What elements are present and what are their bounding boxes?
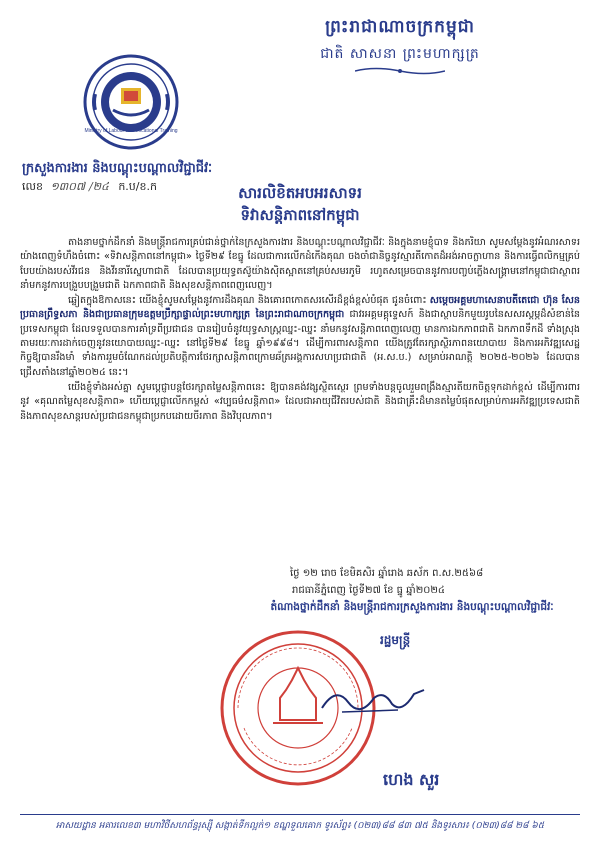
footer-divider: [20, 814, 580, 815]
ref-code: ក.ប/ខ.ក: [118, 180, 157, 193]
letter-body: [20, 236, 580, 425]
letter-type-title: សារលិខិតអបអរសាទរ: [238, 184, 362, 202]
ministry-name: ក្រសួងការងារ និងបណ្តុះបណ្តាលវិជ្ជាជីវៈ: [22, 161, 213, 176]
ref-label: លេខ: [22, 180, 43, 193]
body-paragraph-2-text: ឆ្លៀតក្នុងឱកាសនេះ យើងខ្ញុំសូមសម្តែងនូវការដឹងគុណ និងគោរពកោតសរសើរដ៏ខ្ពង់ខ្ពស់បំផុត ជូនចំពោះ: [68, 295, 427, 307]
ref-suffix: /២៤: [89, 180, 109, 193]
solar-date: រាជធានីភ្នំពេញ ថ្ងៃទី២៧ ខែ ធ្នូ ឆ្នាំ២០២៤: [292, 585, 445, 596]
signer-title: រដ្ឋមន្ត្រី: [380, 633, 411, 647]
signer-name: ហេង សួរ: [383, 770, 440, 789]
kingdom-title: ព្រះរាជាណាចក្រកម្ពុជា: [325, 17, 475, 37]
ministry-logo: [83, 54, 179, 150]
body-paragraph-3-text: ជាវរអគ្គមគ្គុទ្ទេសក៍ និងជាស្ថាបនិកមួយរូបនៃសសរស្តម្ភដ៏សំខាន់នៃប្រទេសកម្ពុជា ដែលទទួលបានការគាំទ្រពីប្រជាជន បានរៀបចំនូវយុទ្ធសាស្ត្រឈ្នះ-ឈ្នះ នាំមកនូវសន្តិភាពពេញលេញ មានការឯកភាពជាតិ ឯកភាពទឹកដី ទាំងស្រុង តាមរយៈការដាក់ចេញនូវនយោបាយឈ្នះ-ឈ្នះ នៅថ្ងៃទី២៩ ខែធ្នូ ឆ្នាំ១៩៩៨។ ដើម្បីការពារសន្តិភាព យើងត្រូវតែរក្សាស្ថិរភាពនយោបាយ និងការអភិវឌ្ឍសេដ្ឋកិច្ចឱ្យបានរឹងមាំ ទាំងការរួមចំណែកដល់ប្រតិបត្តិការថែរក្សាសន្តិភាពក្រោមឆ័ត្រអង្គការសហប្រជាជាតិ (អ.ស.ប.) សម្រាប់អាណត្តិ ២០២៥-២០២៦ ដែលបានជ្រើសតាំងនៅឆ្នាំ២០២៤ នេះ។: [20, 309, 580, 378]
logo-caption: Ministry of Labour and Vocational Training: [84, 128, 178, 134]
signer-organization: តំណាងថ្នាក់ដឹកនាំ និងមន្ត្រីរាជការក្រសួងការងារ និងបណ្តុះបណ្តាលវិជ្ជាជីវៈ: [270, 601, 554, 613]
body-paragraph-2: [20, 294, 580, 380]
lunar-date: ថ្ងៃ ១២ រោច ខែមិគសិរ ឆ្នាំរោង ឆស័ក ព.ស.២៥៦៨: [290, 568, 484, 579]
ref-number: ១៣០៧: [50, 180, 85, 193]
body-paragraph-4: យើងខ្ញុំទាំងអស់គ្នា សូមប្តេជ្ញាបន្តថែរក្សាតម្លៃសន្តិភាពនេះ ឱ្យបានគង់វង្សស្ថិតស្ថេរ ព្រមទាំងបន្តចូលរួមពង្រឹងស្មារតីយកចិត្តទុកដាក់ខ្ពស់ ដើម្បីការពារនូវ «គុណតម្លៃសុខសន្តិភាព» ហើយប្តេជ្ញាលើកកម្ពស់ «វប្បធម៌សន្តិភាព» ដែលជាអាយុជីវិតរបស់ជាតិ និងជាគ្រឹះដ៏មានតម្លៃបំផុតសម្រាប់ការអភិវឌ្ឍប្រទេសជាតិ និងភាពសុខសាន្តរបស់ប្រជាជនកម្ពុជាប្រកបដោយចីរភាព និងវិបុលភាព។: [20, 381, 580, 422]
ministry-emblem-icon: [83, 54, 179, 150]
letter-subject-title: ទិវាសន្តិភាពនៅកម្ពុជា: [240, 206, 360, 224]
national-motto: ជាតិ សាសនា ព្រះមហាក្សត្រ: [320, 46, 480, 62]
honoree-name: សម្តេចអគ្គមហាសេនាបតីតេជោ ហ៊ុន សែន ប្រធានព្រឹទ្ធសភា និងជាប្រធានក្រុមឧត្តមប្រឹក្សាផ្ទាល់ព្រះមហាក្សត្រ នៃព្រះរាជាណាចក្រកម្ពុជា: [20, 295, 580, 321]
footer-address: អាសយដ្ឋាន អគារលេខ៣ មហាវិថីសហព័ន្ធរុស្ស៊ី សង្កាត់ទឹកល្អក់១ ខណ្ឌទួលគោក ទូរស័ព្ទ៖ (០២៣)៨៨ ៨៣ ៧៥ និងទូរសារ៖ (០២៣)៨៨ ២៨ ៦៥: [55, 821, 545, 831]
header-flourish-icon: [355, 66, 445, 76]
body-paragraph-1: តាងនាមថ្នាក់ដឹកនាំ និងមន្ត្រីរាជការគ្រប់ជាន់ថ្នាក់នៃក្រសួងការងារ និងបណ្តុះបណ្តាលវិជ្ជាជីវៈ និងក្នុងនាមខ្ញុំបាទ និងភរិយា សូមសម្តែងនូវអំណរសាទរយ៉ាងពេញទំហឹងចំពោះ «ទិវាសន្តិភាពនៅកម្ពុជា» ថ្ងៃទី២៩ ខែធ្នូ ដែលជាការលើកដំកើងគុណ ចងចាំជានិច្ចនូវស្មារតីកោតដ៏អង់អាចក្លាហាន និងការធ្វើពលិកម្មគ្រប់បែបយ៉ាងរបស់វីរជន និងវីរនារីស្នេហាជាតិ ដែលបានប្រយុទ្ធតស៊ូយ៉ាងស៊ិតស្អាតនៅគ្រប់សមរភូមិ រហូតសម្រេចបាននូវការបញ្ចប់ភ្លើងសង្គ្រាមនៅកម្ពុជាជាស្ថាពរ នាំមកនូវការបង្រួបបង្រួមជាតិ ឯកភាពជាតិ និងសុខសន្តិភាពពេញលេញ។: [20, 237, 580, 291]
signature-icon: [318, 680, 428, 720]
